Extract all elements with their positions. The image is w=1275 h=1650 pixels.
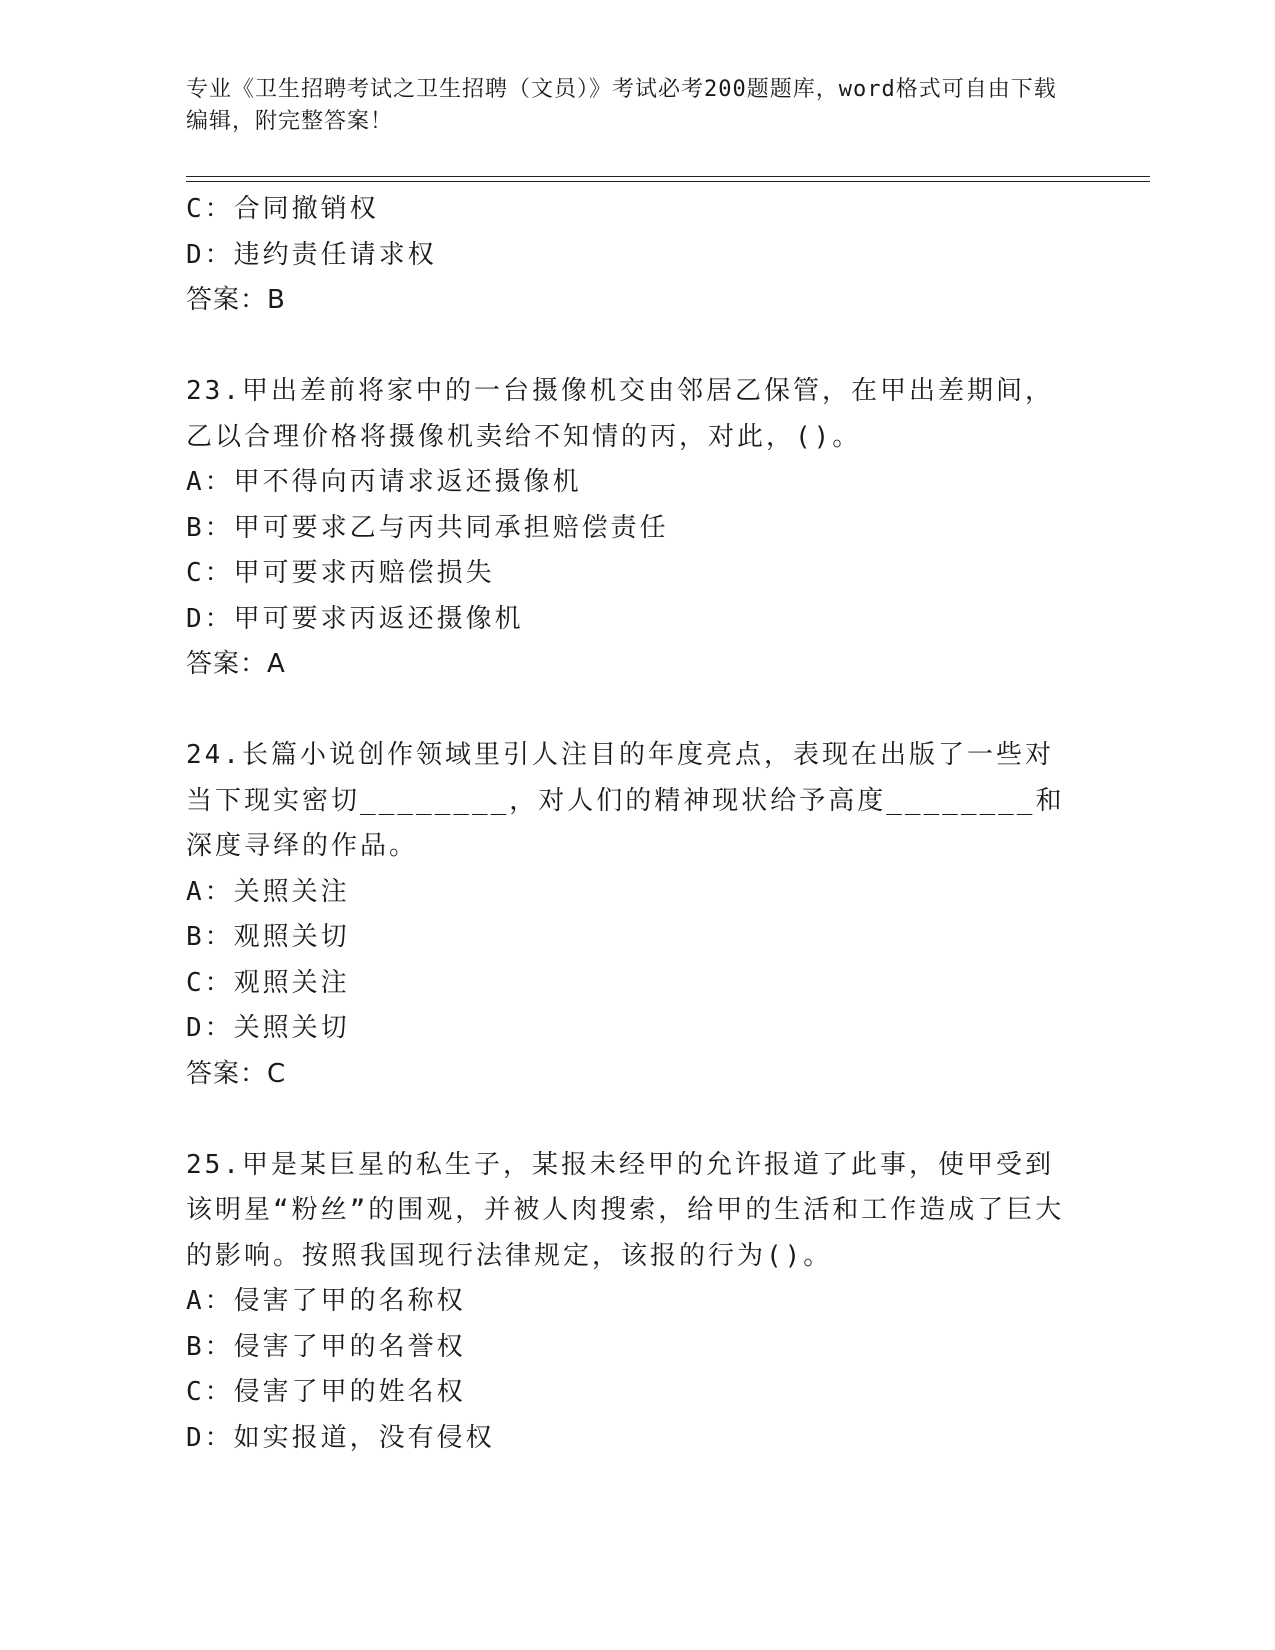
option-a: A：侵害了甲的名称权 xyxy=(186,1286,466,1316)
option-c: C：合同撤销权 xyxy=(186,194,379,224)
option-d: D：如实报道，没有侵权 xyxy=(186,1422,495,1453)
question-24 xyxy=(186,733,1066,1097)
question-25 xyxy=(186,1143,1066,1462)
document-header: 专业《卫生招聘考试之卫生招聘（文员）》考试必考200题题库，word格式可自由下载编辑，附完整答案！ xyxy=(186,77,1057,134)
option-b: B：甲可要求乙与丙共同承担赔偿责任 xyxy=(186,512,669,543)
option-c: C：观照关注 xyxy=(186,967,350,998)
option-b: B：观照关切 xyxy=(186,922,350,952)
spacer xyxy=(186,1097,1066,1143)
option-b: B：侵害了甲的名誉权 xyxy=(186,1331,466,1362)
answer-line: 答案：A xyxy=(186,649,286,679)
continued-question xyxy=(186,187,1066,324)
header-divider xyxy=(186,176,1150,177)
spacer xyxy=(186,324,1066,370)
option-d: D：违约责任请求权 xyxy=(186,239,437,270)
option-c: C：甲可要求丙赔偿损失 xyxy=(186,558,495,588)
question-text: 23.甲出差前将家中的一台摄像机交由邻居乙保管，在甲出差期间，乙以合理价格将摄像机卖给不知情的丙，对此，()。 xyxy=(186,376,1054,452)
answer-line: 答案：C xyxy=(186,1058,287,1089)
option-a: A：关照关注 xyxy=(186,876,350,907)
spacer xyxy=(186,688,1066,734)
answer-line: 答案：B xyxy=(186,285,286,315)
question-text: 24.长篇小说创作领域里引人注目的年度亮点，表现在出版了一些对当下现实密切________，对人们的精神现状给予高度________和深度寻绎的作品。 xyxy=(186,740,1065,861)
question-23 xyxy=(186,369,1066,688)
option-c: C：侵害了甲的姓名权 xyxy=(186,1377,466,1407)
header-divider-thin xyxy=(186,181,1150,182)
question-text: 25.甲是某巨星的私生子，某报未经甲的允许报道了此事，使甲受到该明星“粉丝”的围观，并被人肉搜索，给甲的生活和工作造成了巨大的影响。按照我国现行法律规定，该报的行为()。 xyxy=(186,1149,1065,1271)
question-list xyxy=(186,187,1066,1461)
option-a: A：甲不得向丙请求返还摄像机 xyxy=(186,467,582,497)
option-d: D：关照关切 xyxy=(186,1013,350,1043)
option-d: D：甲可要求丙返还摄像机 xyxy=(186,603,524,634)
